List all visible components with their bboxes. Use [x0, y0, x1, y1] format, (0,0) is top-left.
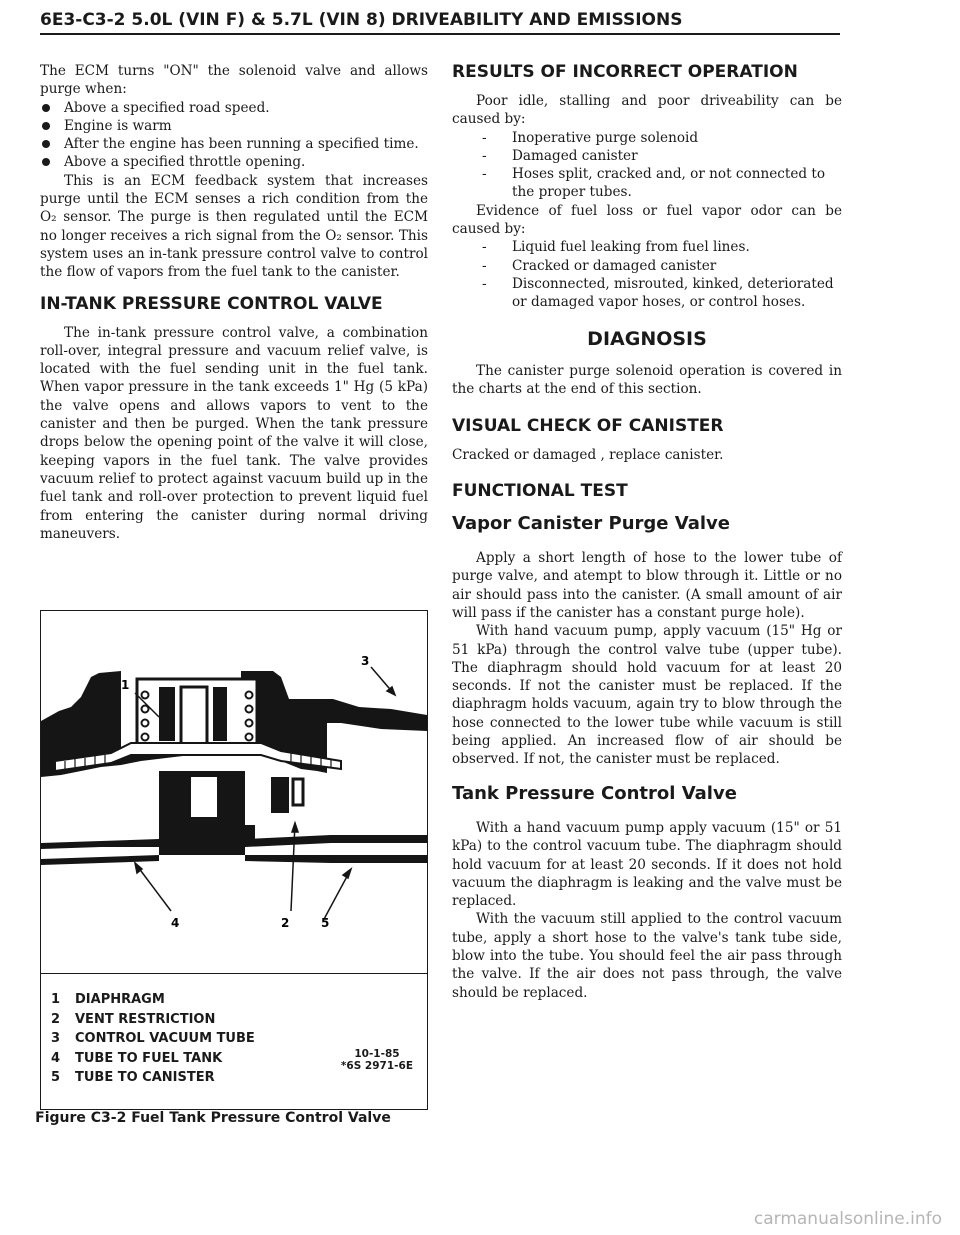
legend-item: 3 CONTROL VACUUM TUBE [51, 1031, 255, 1046]
bullet-icon [42, 104, 50, 112]
feedback-paragraph: This is an ECM feedback system that increases purge until the ECM senses a rich condition from the O₂ sensor. The purge is then regulated until the ECM no longer receives a rich signal from the O₂ sensor. This system uses an in-tank pressure control valve to control the flow of vapors from the fuel tank to the canister. [40, 172, 428, 281]
figure-code: 10-1-85 *6S 2971-6E [340, 1048, 413, 1072]
figure-c3-2 [40, 610, 428, 1110]
callout-5: 5 [321, 916, 330, 930]
bullet-icon [42, 122, 50, 130]
legend-list [51, 992, 255, 1090]
tank-paragraph-1: With a hand vacuum pump apply vacuum (15" or 51 kPa) to the control vacuum tube. The diaphragm should hold vacuum for at least 20 seconds. If it does not hold vacuum the diaphragm is leaking and the valve must be replaced. [452, 819, 842, 910]
legend-item: 5 TUBE TO CANISTER [51, 1070, 215, 1085]
list-item: After the engine has been running a specified time. [40, 135, 428, 153]
tank-valve-heading: Tank Pressure Control Valve [452, 782, 737, 804]
callout-4: 4 [171, 916, 180, 930]
list-item: - Inoperative purge solenoid [482, 129, 699, 146]
bullet-icon [42, 140, 50, 148]
ecm-intro: The ECM turns "ON" the solenoid valve and allows purge when: [40, 63, 428, 98]
callout-3: 3 [361, 654, 370, 668]
list-item: - Damaged canister [482, 147, 638, 164]
results-heading: RESULTS OF INCORRECT OPERATION [452, 62, 798, 82]
evidence-list [452, 238, 842, 311]
vapor-purge-heading: Vapor Canister Purge Valve [452, 512, 730, 534]
tank-paragraph-2: With the vacuum still applied to the control vacuum tube, apply a short hose to the valve's tank tube side, blow into the tube. You should feel the air pass through the valve. If the air does not pass through, the valve should be replaced. [452, 911, 842, 1001]
legend-item: 2 VENT RESTRICTION [51, 1011, 216, 1027]
evidence-paragraph: Evidence of fuel loss or fuel vapor odor can be caused by: [452, 202, 842, 238]
right-column [452, 62, 842, 1002]
poor-idle-paragraph: Poor idle, stalling and poor driveability can be caused by: [452, 93, 842, 128]
callout-2: 2 [281, 916, 290, 930]
page-header: 6E3-C3-2 5.0L (VIN F) & 5.7L (VIN 8) DRIVEABILITY AND EMISSIONS [40, 10, 840, 35]
intank-paragraph: The in-tank pressure control valve, a combination roll-over, integral pressure and vacuum relief valve, is located with the fuel sending unit in the fuel tank. When vapor pressure in the tank exceeds 1" Hg (5 kPa) the valve opens and allows vapors to vent to the canister and then be purged. When the tank pressure drops below the opening point of the valve it will close, keeping vapors in the fuel tank. The valve provides vacuum relief to protect against vacuum build up in the fuel tank and roll-over protection to prevent liquid fuel from entering the canister during normal driving maneuvers. [40, 324, 428, 542]
legend-item: 4 TUBE TO FUEL TANK [51, 1050, 223, 1066]
list-item: - Liquid fuel leaking from fuel lines. [482, 239, 750, 256]
watermark: carmanualsonline.info [753, 1209, 942, 1229]
diagnosis-heading: DIAGNOSIS [587, 327, 707, 350]
poor-idle-list [452, 129, 842, 202]
visual-check-paragraph: Cracked or damaged , replace canister. [452, 447, 724, 464]
figure-legend [41, 973, 427, 1094]
purge-conditions-list [40, 99, 428, 172]
left-column [40, 62, 428, 543]
list-item: - Cracked or damaged canister [482, 257, 717, 274]
functional-test-heading: FUNCTIONAL TEST [452, 480, 628, 501]
list-item: Above a specified road speed. [40, 99, 428, 117]
list-item: - Disconnected, misrouted, kinked, deteriorated or damaged vapor hoses, or control hoses. [482, 275, 834, 311]
list-item: Above a specified throttle opening. [40, 153, 428, 171]
intank-heading: IN-TANK PRESSURE CONTROL VALVE [40, 293, 383, 314]
valve-diagram [41, 611, 427, 973]
visual-check-heading: VISUAL CHECK OF CANISTER [452, 416, 724, 437]
figure-caption: Figure C3-2 Fuel Tank Pressure Control Valve [35, 1110, 391, 1126]
bullet-icon [42, 158, 50, 166]
list-item: Engine is warm [40, 117, 428, 135]
vent-restriction [271, 777, 289, 813]
diagnosis-paragraph: The canister purge solenoid operation is covered in the charts at the end of this section. [452, 362, 842, 398]
legend-item: 1 DIAPHRAGM [51, 992, 165, 1007]
callout-1: 1 [121, 678, 130, 692]
valve-stem [181, 687, 207, 745]
vapor-paragraph-1: Apply a short length of hose to the lower tube of purge valve, and atempt to blow through it. Little or no air should pass into the canister. (A small amount of air will pass if the canister has a constant purge hole). [452, 550, 842, 621]
vapor-paragraph-2: With hand vacuum pump, apply vacuum (15" Hg or 51 kPa) through the control valve tube (upper tube). The diaphragm should hold vacuum for at least 20 seconds. If not the canister must be replaced. If the diaphragm holds vacuum, again try to blow through the hose connected to the lower tube while vacuum is still being applied. An increased flow of air should be observed. If not, the canister must be replaced. [452, 623, 842, 768]
list-item: - Hoses split, cracked and, or not connected to the proper tubes. [482, 166, 826, 201]
